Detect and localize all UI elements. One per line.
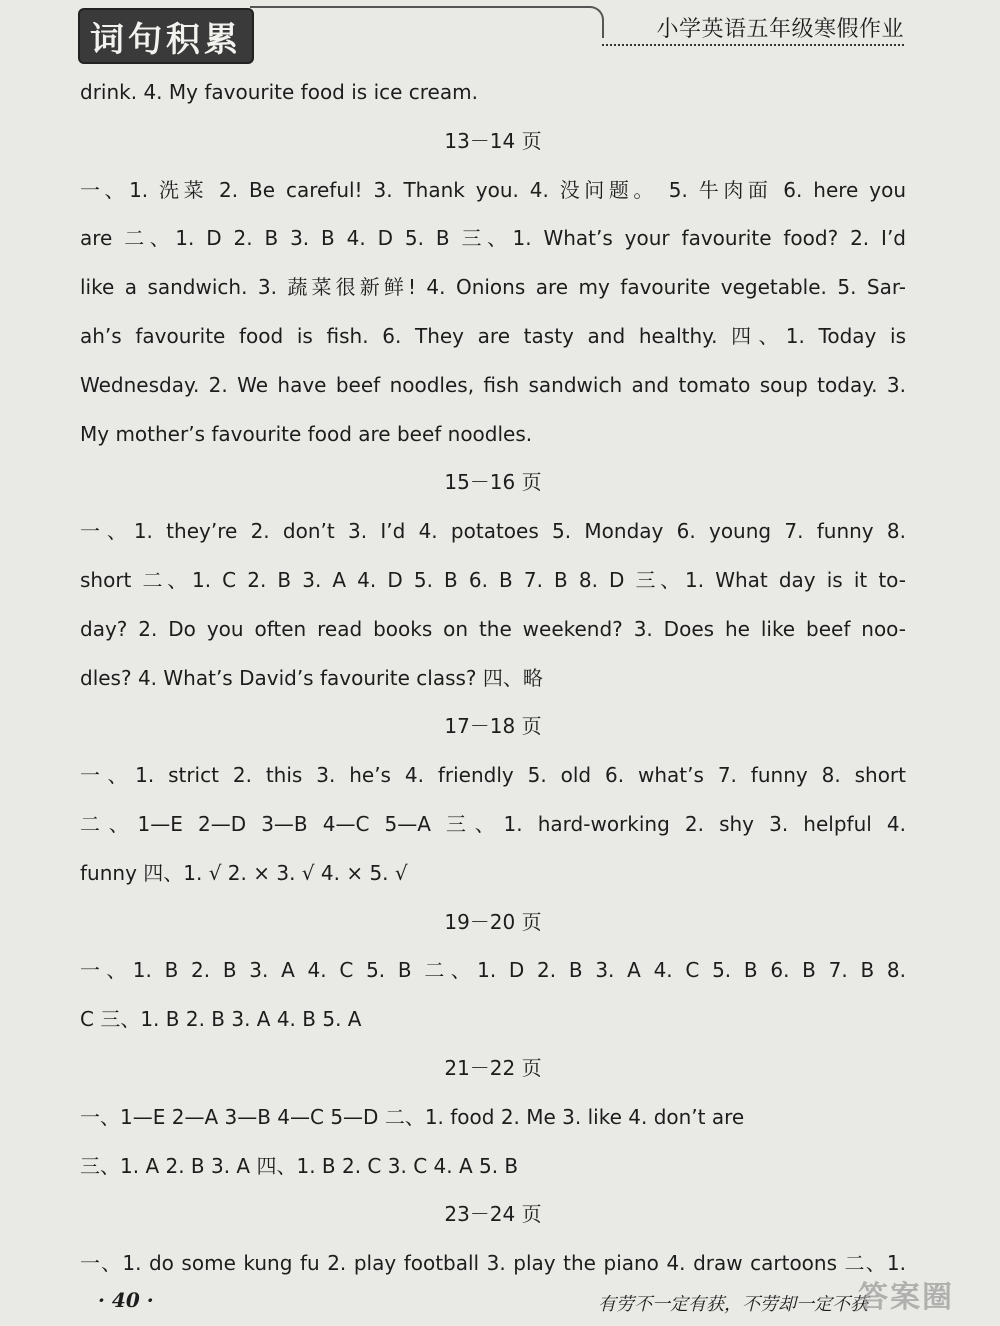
answer-line: short 二、1. C 2. B 3. A 4. D 5. B 6. B 7. B 8. D 三、1. What day is it to- <box>80 567 906 592</box>
answer-line: C 三、1. B 2. B 3. A 4. B 5. A <box>80 1007 362 1032</box>
answer-line: dles? 4. What’s David’s favourite class? 四、略 <box>80 665 543 690</box>
answer-line: 一、1. they’re 2. don’t 3. I’d 4. potatoes 5. Monday 6. young 7. funny 8. <box>80 519 906 544</box>
answer-line: 一、1. strict 2. this 3. he’s 4. friendly 5. old 6. what’s 7. funny 8. short <box>80 763 906 788</box>
answer-line: drink. 4. My favourite food is ice cream. <box>80 80 478 104</box>
answer-line: 二、1—E 2—D 3—B 4—C 5—A 三、1. hard-working 2. shy 3. helpful 4. <box>80 811 906 836</box>
answer-line: 一、1. do some kung fu 2. play football 3. play the piano 4. draw cartoons 二、1. <box>80 1251 906 1276</box>
page-range-heading: 23－24 页 <box>444 1202 542 1227</box>
answer-line: funny 四、1. √ 2. × 3. √ 4. × 5. √ <box>80 860 408 885</box>
answer-line: like a sandwich. 3. 蔬菜很新鲜! 4. Onions are my favourite vegetable. 5. Sar- <box>80 275 906 300</box>
page-range-heading: 21－22 页 <box>444 1055 542 1080</box>
footer-motto: 有劳不一定有获，不劳却一定不获 <box>598 1294 868 1315</box>
page-range-heading: 13－14 页 <box>444 128 542 153</box>
page-range-heading: 19－20 页 <box>444 909 542 934</box>
header-tab-border <box>250 6 604 38</box>
answer-line: 一、1—E 2—A 3—B 4—C 5—D 二、1. food 2. Me 3. like 4. don’t are <box>80 1104 745 1129</box>
answer-line: ah’s favourite food is fish. 6. They are tasty and healthy. 四、1. Today is <box>80 323 906 348</box>
answer-line: My mother’s favourite food are beef noodles. <box>80 421 533 446</box>
section-logo: 词句积累 <box>78 8 254 64</box>
answer-line: day? 2. Do you often read books on the weekend? 3. Does he like beef noo- <box>80 616 906 641</box>
header-dotted-rule <box>602 44 904 46</box>
page-range-heading: 17－18 页 <box>444 714 542 739</box>
page-number: · 40 · <box>98 1288 154 1312</box>
answer-line: 三、1. A 2. B 3. A 四、1. B 2. C 3. C 4. A 5. B <box>80 1153 519 1178</box>
answer-content <box>80 68 906 1288</box>
answer-line: 一、1. 洗菜 2. Be careful! 3. Thank you. 4. 没问题。 5. 牛肉面 6. here you <box>80 177 906 202</box>
answer-line: Wednesday. 2. We have beef noodles, fish sandwich and tomato soup today. 3. <box>80 372 906 397</box>
page-range-heading: 15－16 页 <box>444 470 542 495</box>
series-title: 小学英语五年级寒假作业 <box>656 17 904 42</box>
watermark-stamp: 答案圈 <box>858 1280 954 1315</box>
answer-line: are 二、1. D 2. B 3. B 4. D 5. B 三、1. What’s your favourite food? 2. I’d <box>80 226 906 251</box>
answer-line: 一、1. B 2. B 3. A 4. C 5. B 二、1. D 2. B 3. A 4. C 5. B 6. B 7. B 8. <box>80 958 906 983</box>
